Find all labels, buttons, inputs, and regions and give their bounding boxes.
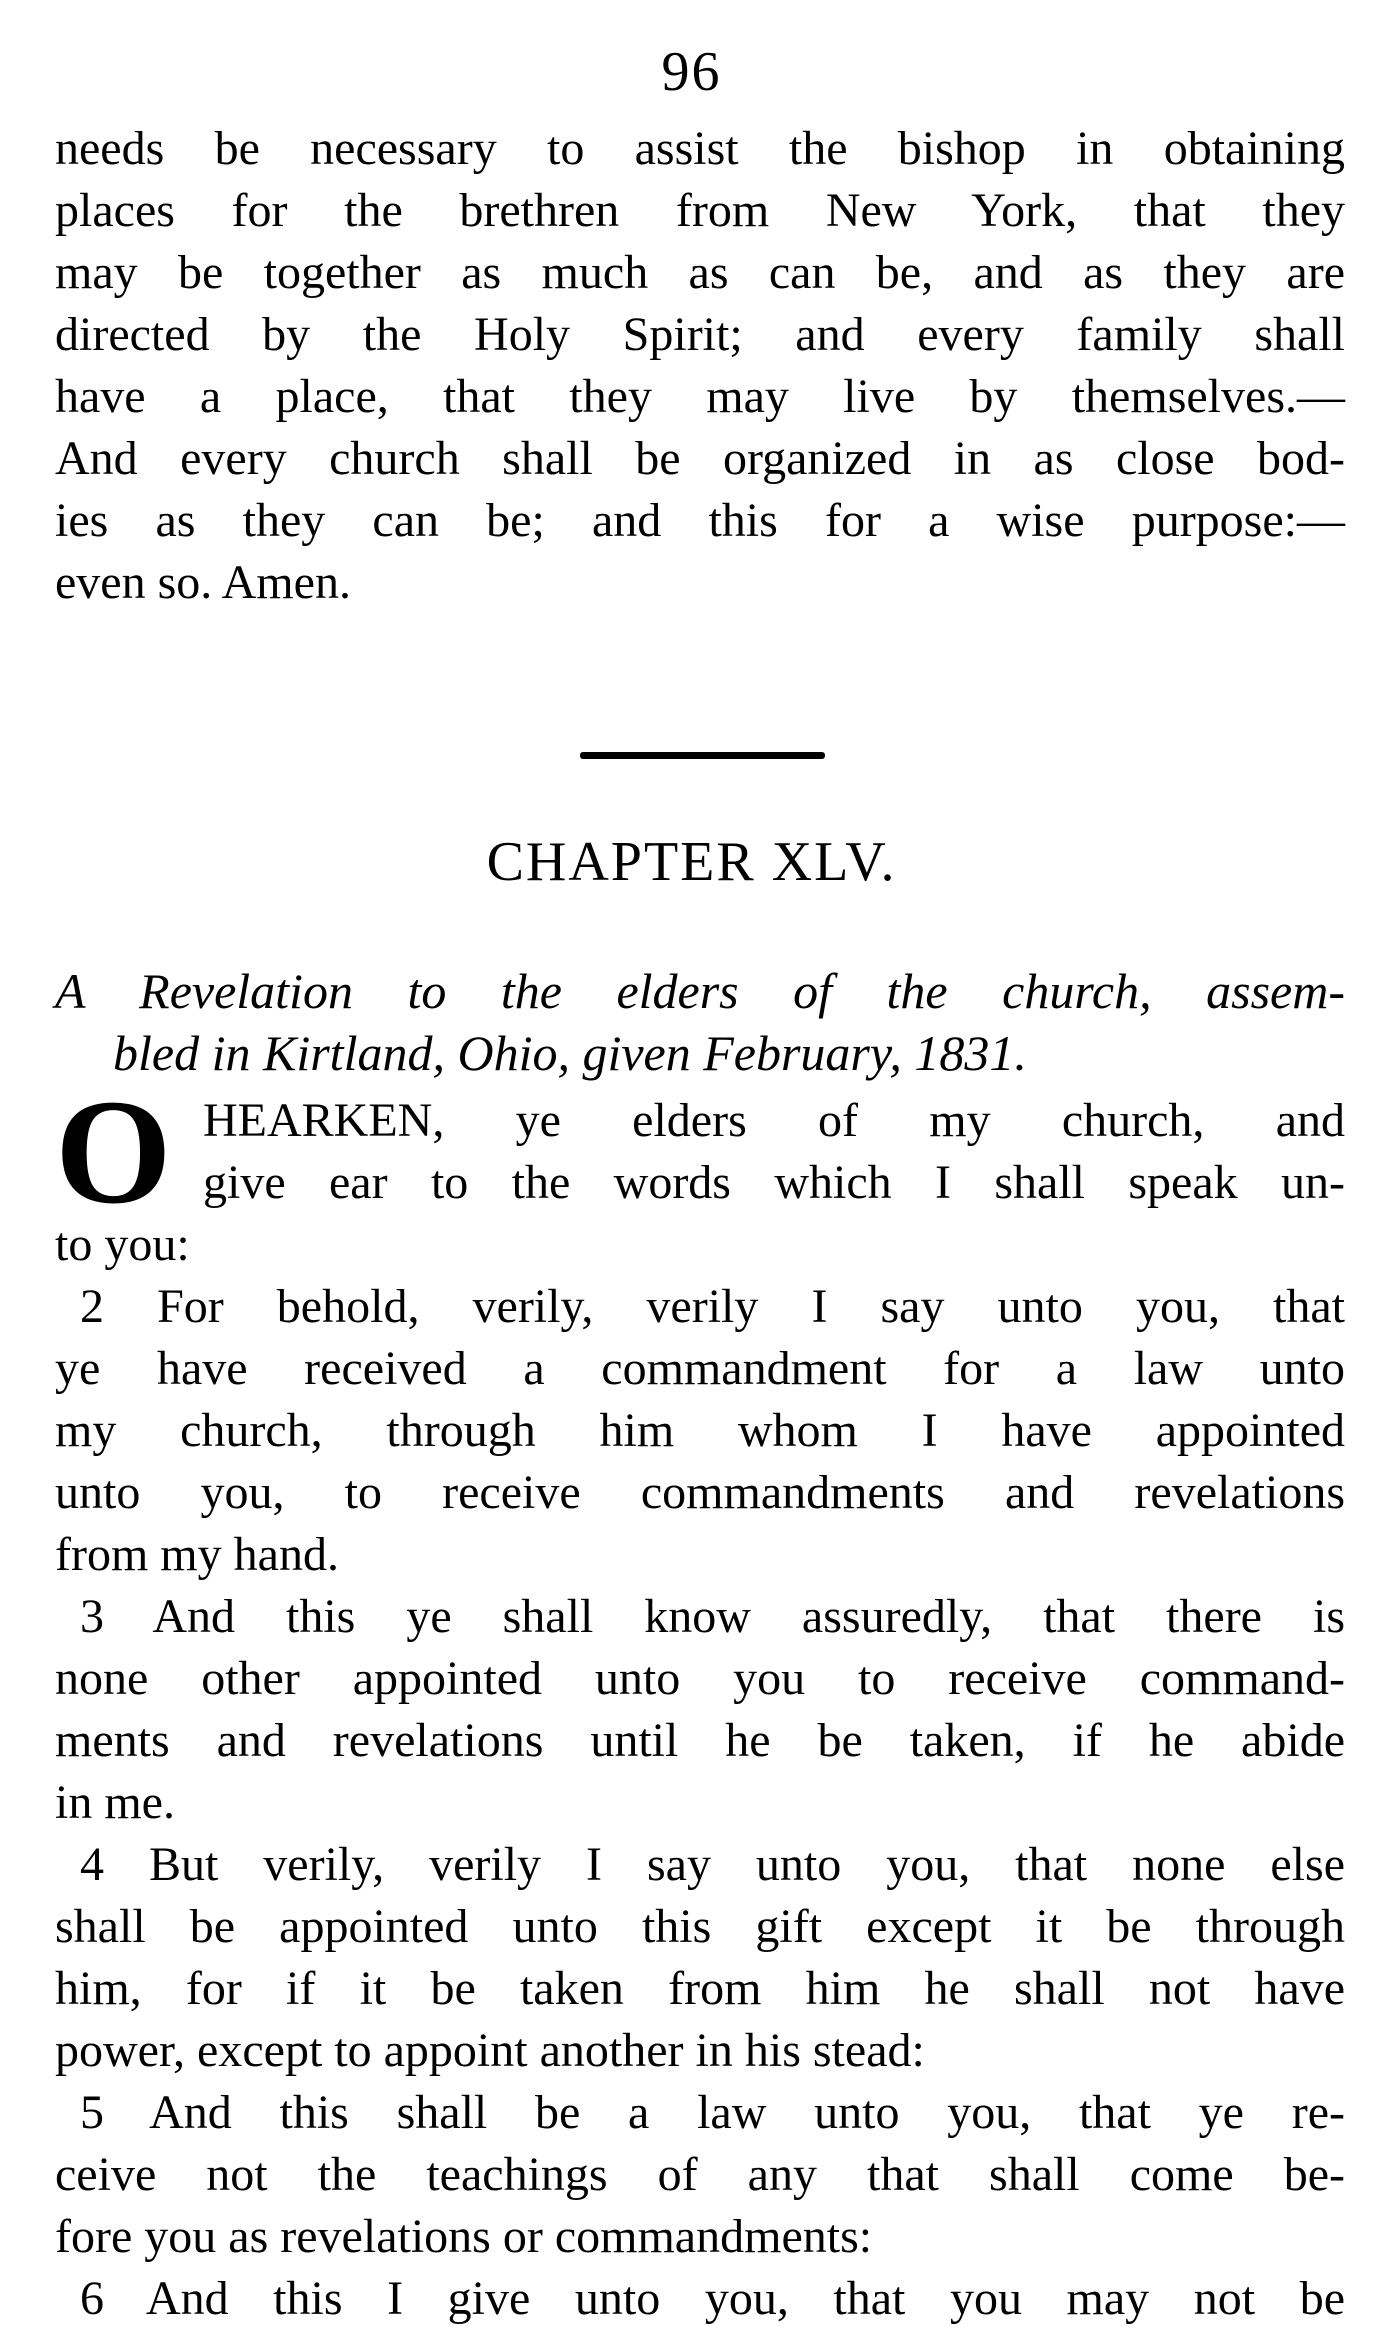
text-line: to you: xyxy=(55,1218,190,1271)
text-line: shall be appointed unto this gift except it be through xyxy=(55,1900,1345,1953)
text-line: him, for if it be taken from him he shall not have xyxy=(55,1962,1345,2015)
verse-4 xyxy=(55,1834,1345,2082)
text-line: from my hand. xyxy=(55,1528,339,1581)
text-line: 3 And this ye shall know assuredly, that there is xyxy=(80,1590,1345,1643)
text-line: ceive not the teachings of any that shall come be- xyxy=(55,2148,1345,2201)
section-divider xyxy=(580,752,825,759)
text-line: none other appointed unto you to receive command- xyxy=(55,1652,1345,1705)
text-line: ye have received a commandment for a law unto xyxy=(55,1342,1345,1395)
chapter-summary xyxy=(55,960,1345,1084)
text-line: unto you, to receive commandments and revelations xyxy=(55,1466,1345,1519)
text-line: 4 But verily, verily I say unto you, that none else xyxy=(80,1838,1345,1891)
verse-3 xyxy=(55,1586,1345,1834)
intro-paragraph xyxy=(55,118,1345,614)
page-number: 96 xyxy=(661,41,722,103)
verse-6 xyxy=(55,2268,1345,2330)
text-line: 2 For behold, verily, verily I say unto you, that xyxy=(80,1280,1345,1333)
verse-2 xyxy=(55,1276,1345,1586)
opening-paragraph xyxy=(55,1069,1345,2330)
text-line: may be together as much as can be, and as they are xyxy=(55,246,1345,299)
text-line: have a place, that they may live by themselves.— xyxy=(55,370,1345,423)
text-line: give ear to the words which I shall speak un- xyxy=(203,1156,1345,1209)
text-line: my church, through him whom I have appointed xyxy=(55,1404,1345,1457)
text-line: needs be necessary to assist the bishop in obtaining xyxy=(55,122,1345,175)
text-line: ies as they can be; and this for a wise purpose:— xyxy=(55,494,1345,547)
text-line: And every church shall be organized in as close bod- xyxy=(55,432,1345,485)
text-line: 5 And this shall be a law unto you, that ye re- xyxy=(80,2086,1345,2139)
text-line: even so. Amen. xyxy=(55,556,351,609)
text-line: power, except to appoint another in his stead: xyxy=(55,2024,925,2077)
text-line: ments and revelations until he be taken, if he abide xyxy=(55,1714,1345,1767)
summary-line: A Revelation to the elders of the church, assem- xyxy=(55,963,1345,1019)
summary-line: bled in Kirtland, Ohio, given February, 1831. xyxy=(113,1025,1027,1081)
text-line: directed by the Holy Spirit; and every family shall xyxy=(55,308,1345,361)
drop-cap: O xyxy=(55,1069,172,1235)
text-line: fore you as revelations or commandments: xyxy=(55,2210,873,2263)
chapter-heading: CHAPTER XLV. xyxy=(486,831,897,893)
text-line: 6 And this I give unto you, that you may not be xyxy=(80,2272,1345,2325)
text-line: HEARKEN, ye elders of my church, and xyxy=(203,1094,1345,1147)
verse-5 xyxy=(55,2082,1345,2268)
text-line: in me. xyxy=(55,1776,175,1829)
text-line: places for the brethren from New York, that they xyxy=(55,184,1345,237)
